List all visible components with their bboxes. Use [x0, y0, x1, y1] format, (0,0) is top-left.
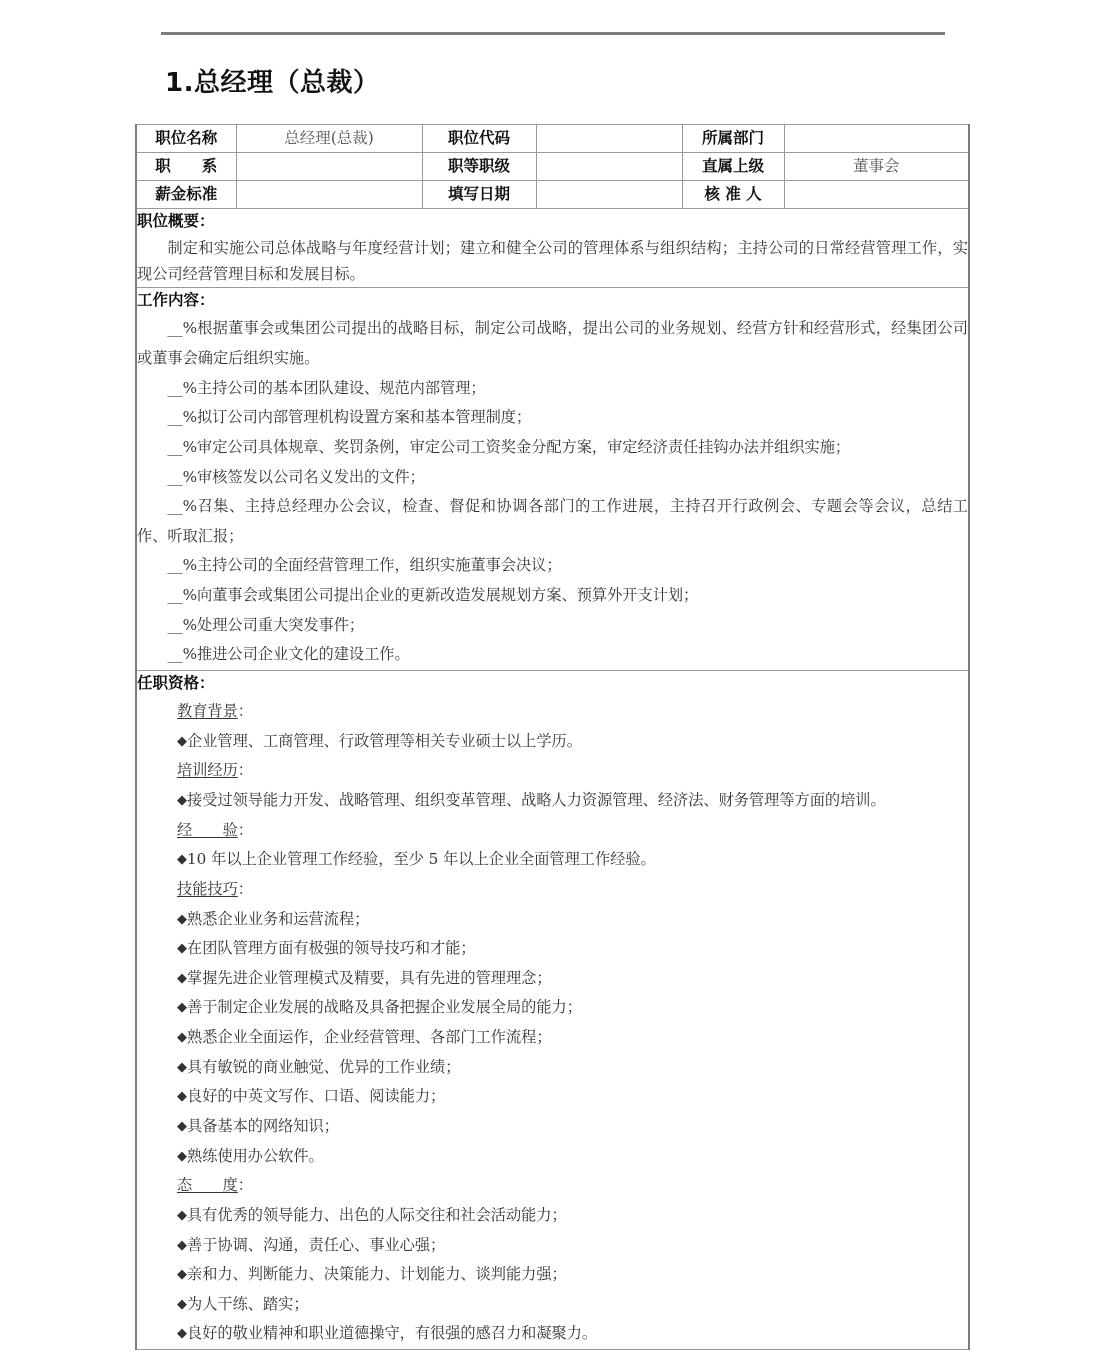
field-label-position-name: 职位名称	[136, 125, 236, 153]
qualification-bullet	[177, 934, 968, 964]
qualification-group-title-text: 教育背景	[177, 702, 238, 721]
qualification-bullet	[177, 1023, 968, 1053]
qualification-groups	[177, 697, 968, 1349]
field-label-grade: 职等职级	[422, 153, 536, 181]
qualification-group-title	[177, 1171, 968, 1201]
qualification-bullet-text: 善于制定企业发展的战略及具备把握企业发展全局的能力；	[187, 998, 582, 1017]
qualification-bullet-text: 熟悉企业全面运作，企业经营管理、各部门工作流程；	[187, 1028, 552, 1047]
qualifications-section	[136, 671, 969, 1350]
qualification-group-colon: ：	[237, 761, 253, 780]
qualification-bullet-text: 亲和力、判断能力、决策能力、计划能力、谈判能力强；	[187, 1265, 567, 1284]
diamond-bullet-icon: ◆	[177, 1000, 187, 1016]
qualification-group-title	[177, 697, 968, 727]
qualification-bullet	[177, 1290, 968, 1320]
summary-heading: 职位概要：	[137, 212, 215, 230]
qualification-bullet	[177, 786, 968, 816]
qualifications-heading: 任职资格：	[137, 674, 215, 692]
qualification-bullet-text: 善于协调、沟通，责任心、事业心强；	[187, 1235, 446, 1254]
qualification-bullet-text: 良好的中英文写作、口语、阅读能力；	[187, 1087, 446, 1106]
field-value-grade	[536, 153, 682, 181]
qualification-bullet	[177, 964, 968, 994]
diamond-bullet-icon: ◆	[177, 792, 187, 808]
qualification-bullet	[177, 727, 968, 757]
qualification-bullet-text: 10 年以上企业管理工作经验，至少 5 年以上企业全面管理工作经验。	[187, 850, 656, 869]
qualification-bullet-text: 接受过领导能力开发、战略管理、组织变革管理、战略人力资源管理、经济法、财务管理等方面的培训。	[187, 790, 886, 809]
page-title: 1.总经理（总裁）	[165, 68, 380, 98]
diamond-bullet-icon: ◆	[177, 852, 187, 868]
qualification-bullet	[177, 1319, 968, 1349]
duty-item: __%主持公司的全面经营管理工作，组织实施董事会决议；	[167, 556, 562, 575]
qualification-group-colon: ：	[237, 702, 253, 721]
diamond-bullet-icon: ◆	[177, 1296, 187, 1312]
qualification-bullet	[177, 1142, 968, 1172]
qualification-bullet-text: 熟练使用办公软件。	[187, 1146, 324, 1165]
duty-item: __%主持公司的基本团队建设、规范内部管理；	[167, 378, 486, 397]
table-row	[136, 125, 969, 153]
field-value-department	[784, 125, 969, 153]
job-description-table	[135, 124, 970, 1350]
field-value-fill-date	[536, 181, 682, 209]
qualification-group-colon: ：	[237, 879, 253, 898]
field-label-direct-supervisor: 直属上级	[682, 153, 784, 181]
qualification-bullet	[177, 1082, 968, 1112]
qualification-bullet	[177, 905, 968, 935]
field-label-department: 所属部门	[682, 125, 784, 153]
section-row-summary	[136, 209, 969, 288]
qualification-bullet-text: 企业管理、工商管理、行政管理等相关专业硕士以上学历。	[187, 731, 582, 750]
qualification-bullet-text: 熟悉企业业务和运营流程；	[187, 909, 370, 928]
diamond-bullet-icon: ◆	[177, 733, 187, 749]
field-label-position-code: 职位代码	[422, 125, 536, 153]
qualification-group-title	[177, 816, 968, 846]
duty-item: __%审定公司具体规章、奖罚条例，审定公司工资奖金分配方案，审定经济责任挂钩办法并组织实施；	[167, 437, 851, 456]
diamond-bullet-icon: ◆	[177, 970, 187, 986]
duty-item: __%处理公司重大突发事件；	[167, 615, 365, 634]
duty-item: __%推进公司企业文化的建设工作。	[167, 645, 410, 664]
diamond-bullet-icon: ◆	[177, 1326, 187, 1342]
section-row-qualifications	[136, 671, 969, 1350]
diamond-bullet-icon: ◆	[177, 911, 187, 927]
qualification-bullet-text: 在团队管理方面有极强的领导技巧和才能；	[187, 939, 476, 958]
section-row-duties	[136, 288, 969, 671]
qualification-bullet	[177, 1231, 968, 1261]
duty-item: __%根据董事会或集团公司提出的战略目标，制定公司战略，提出公司的业务规划、经营方针和经营形式，经集团公司或董事会确定后组织实施。	[137, 319, 968, 367]
header-divider-rule	[161, 32, 945, 35]
qualification-bullet-text: 具备基本的网络知识；	[187, 1116, 339, 1135]
qualification-bullet-text: 具有优秀的领导能力、出色的人际交往和社会活动能力；	[187, 1205, 567, 1224]
field-label-fill-date: 填写日期	[422, 181, 536, 209]
field-value-salary-standard	[236, 181, 422, 209]
field-value-position-name: 总经理(总裁)	[236, 125, 422, 153]
qualification-group-colon: ：	[237, 1176, 253, 1195]
qualification-bullet	[177, 993, 968, 1023]
qualification-group-title	[177, 756, 968, 786]
diamond-bullet-icon: ◆	[177, 1030, 187, 1046]
qualification-group-title	[177, 875, 968, 905]
qualification-group-colon: ：	[237, 820, 253, 839]
duty-item: __%召集、主持总经理办公会议，检查、督促和协调各部门的工作进展，主持召开行政例会、专题会等会议，总结工作、听取汇报；	[137, 497, 968, 545]
table-row	[136, 181, 969, 209]
table-row	[136, 153, 969, 181]
qualification-bullet-text: 掌握先进企业管理模式及精要，具有先进的管理理念；	[187, 968, 552, 987]
qualification-bullet	[177, 1201, 968, 1231]
qualification-bullet-text: 为人干练、踏实；	[187, 1294, 309, 1313]
summary-body: 制定和实施公司总体战略与年度经营计划；建立和健全公司的管理体系与组织结构；主持公司的日常经营管理工作，实现公司经营管理目标和发展目标。	[137, 239, 968, 284]
duty-item: __%拟订公司内部管理机构设置方案和基本管理制度；	[167, 408, 532, 427]
diamond-bullet-icon: ◆	[177, 1089, 187, 1105]
qualification-bullet-text: 良好的敬业精神和职业道德操守，有很强的感召力和凝聚力。	[187, 1324, 598, 1343]
qualification-bullet	[177, 1260, 968, 1290]
field-value-direct-supervisor: 董事会	[784, 153, 969, 181]
duty-item: __%审核签发以公司名义发出的文件；	[167, 467, 425, 486]
diamond-bullet-icon: ◆	[177, 1059, 187, 1075]
qualification-bullet	[177, 1053, 968, 1083]
duties-heading: 工作内容：	[137, 291, 215, 310]
duties-section	[136, 288, 969, 671]
field-value-approver	[784, 181, 969, 209]
diamond-bullet-icon: ◆	[177, 1207, 187, 1223]
qualification-bullet	[177, 845, 968, 875]
qualification-group-title-text: 态 度	[177, 1176, 238, 1195]
diamond-bullet-icon: ◆	[177, 1267, 187, 1283]
field-value-position-code	[536, 125, 682, 153]
qualification-bullet	[177, 1112, 968, 1142]
qualification-group-title-text: 培训经历	[177, 761, 238, 780]
field-value-job-family	[236, 153, 422, 181]
diamond-bullet-icon: ◆	[177, 1148, 187, 1164]
duty-item: __%向董事会或集团公司提出企业的更新改造发展规划方案、预算外开支计划；	[167, 586, 699, 605]
field-label-job-family: 职 系	[136, 153, 236, 181]
summary-section	[136, 209, 969, 288]
field-label-salary-standard: 薪金标准	[136, 181, 236, 209]
qualification-bullet-text: 具有敏锐的商业触觉、优异的工作业绩；	[187, 1057, 461, 1076]
diamond-bullet-icon: ◆	[177, 941, 187, 957]
diamond-bullet-icon: ◆	[177, 1118, 187, 1134]
qualification-group-title-text: 经 验	[177, 820, 238, 839]
diamond-bullet-icon: ◆	[177, 1237, 187, 1253]
qualification-group-title-text: 技能技巧	[177, 879, 238, 898]
field-label-approver: 核 准 人	[682, 181, 784, 209]
